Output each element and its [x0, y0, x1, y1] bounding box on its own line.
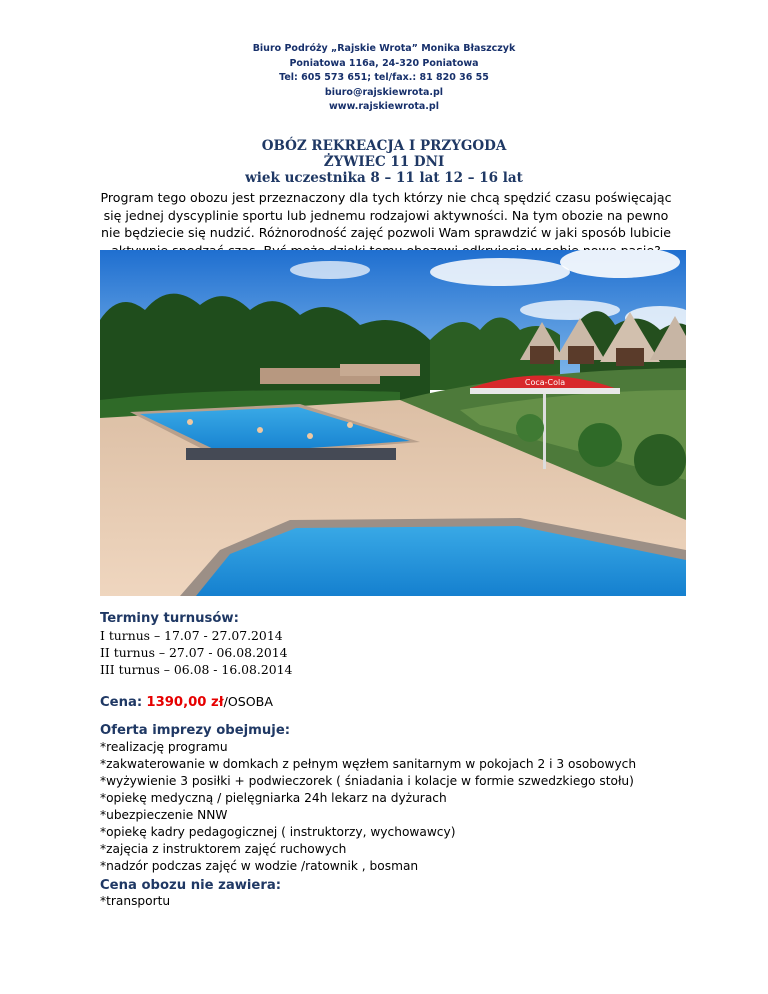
offer-list: [100, 739, 636, 875]
offer-item: *zakwaterowanie w domkach z pełnym węzłem sanitarnym w pokojach 2 i 3 osobowych: [100, 757, 637, 771]
offer-item: *wyżywienie 3 posiłki + podwieczorek ( śniadania i kolacje w formie szwedzkiego stołu): [100, 774, 634, 788]
offer-item: *opiekę medyczną / pielęgniarka 24h lekarz na dyżurach: [100, 791, 447, 805]
excluded-list: [100, 893, 170, 910]
terms-heading: Terminy turnusów:: [100, 611, 239, 626]
agency-website: www.rajskiewrota.pl: [329, 101, 439, 112]
agency-address: Poniatowa 116a, 24-320 Poniatowa: [289, 57, 479, 69]
offer-item: *zajęcia z instruktorem zajęć ruchowych: [100, 842, 347, 856]
offer-item: *nadzór podczas zajęć w wodzie /ratownik , bosman: [100, 859, 419, 873]
price-label: Cena:: [100, 695, 143, 710]
offer-heading: Oferta imprezy obejmuje:: [100, 723, 291, 738]
camp-title: [0, 138, 768, 186]
pool-photo: [100, 250, 686, 596]
agency-email: biuro@rajskiewrota.pl: [324, 86, 444, 98]
term-item: I turnus – 17.07 - 27.07.2014: [100, 628, 283, 643]
excluded-heading: Cena obozu nie zawiera:: [100, 878, 282, 893]
camp-title-line1: OBÓZ REKREACJA I PRZYGODA: [261, 138, 507, 154]
excluded-item: *transportu: [100, 894, 171, 908]
agency-name: Biuro Podróży „Rajskie Wrota” Monika Błaszczyk: [252, 43, 516, 54]
letterhead: [0, 42, 768, 115]
term-item: II turnus – 27.07 - 06.08.2014: [100, 645, 288, 660]
offer-item: *realizację programu: [100, 740, 228, 754]
price-value: 1390,00 zł: [146, 695, 224, 710]
camp-age-range: wiek uczestnika 8 – 11 lat 12 – 16 lat: [245, 170, 523, 186]
agency-phone: Tel: 605 573 651; tel/fax.: 81 820 36 55: [279, 72, 489, 83]
camp-title-line2: ŻYWIEC 11 DNI: [323, 154, 445, 170]
pool-photo-illustration: [100, 250, 686, 596]
offer-item: *opiekę kadry pedagogicznej ( instruktorzy, wychowawcy): [100, 825, 456, 839]
price-line: [100, 694, 273, 710]
umbrella-logo-text: Coca-Cola: [524, 378, 566, 387]
offer-item: *ubezpieczenie NNW: [100, 808, 228, 822]
terms-list: [100, 627, 292, 678]
intro-paragraph: Program tego obozu jest przeznaczony dla tych którzy nie chcą spędzić czasu poświęcając się jednej dyscyplinie sportu lub jednemu rodzajowi aktywności. Na tym obozie na pewno nie będziecie się nudzić. Różnorodność zajęć pozwoli Wam sprawdzić w jaki sposób lubicie: [100, 190, 672, 240]
price-unit: /OSOBA: [223, 694, 273, 709]
term-item: III turnus – 06.08 - 16.08.2014: [100, 662, 293, 677]
